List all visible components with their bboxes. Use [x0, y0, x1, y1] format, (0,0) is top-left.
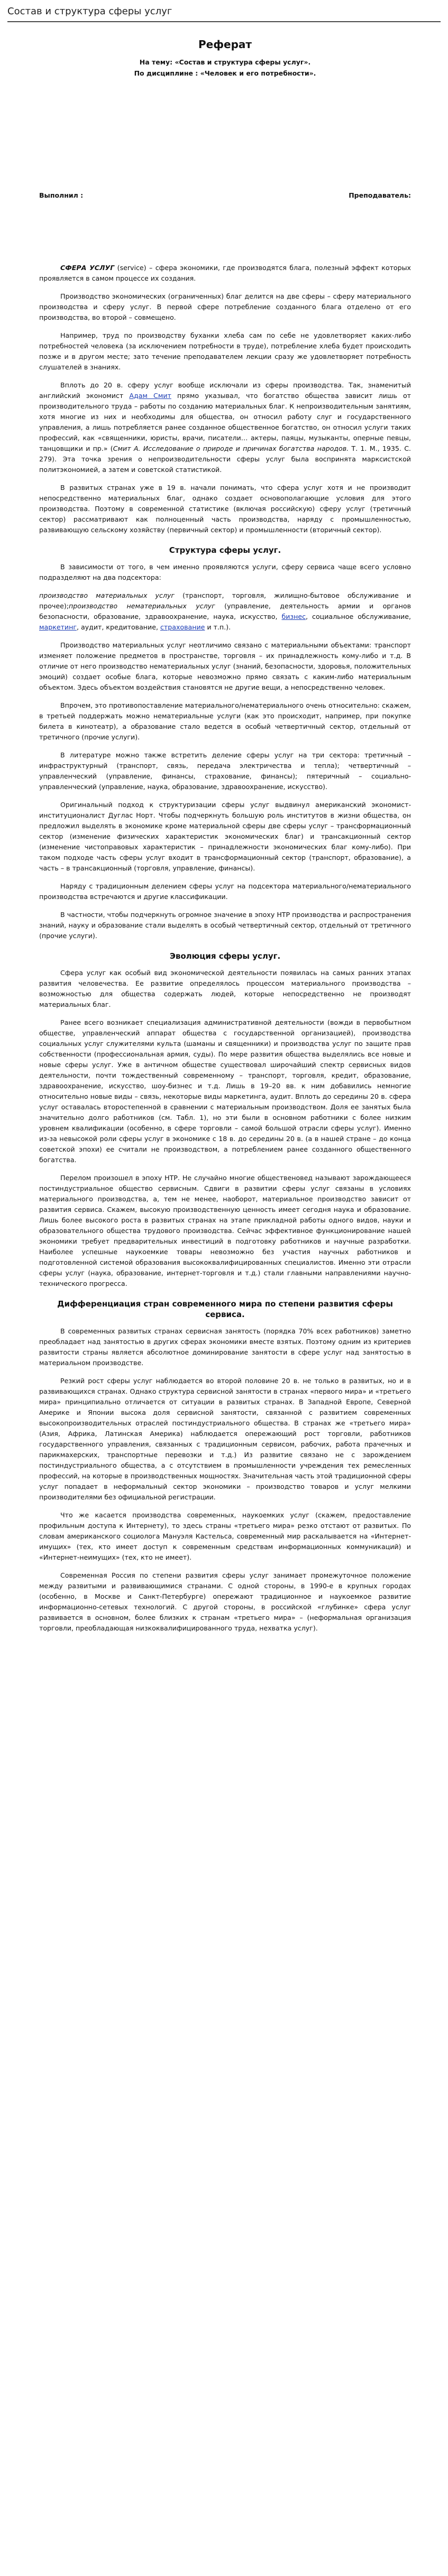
- text-span: , аудит, кредитование,: [76, 623, 160, 631]
- essay-topic: На тему: «Состав и структура сферы услуг».: [139, 58, 311, 66]
- marketing-link[interactable]: маркетинг: [39, 623, 77, 631]
- paragraph: Перелом произошел в эпоху НТР. Не случайно многие общественовед называют зарождающееся постиндустриальное общество сервисным. Сдвиги в развитии сферы услуг связаны в условиях материального производства, а, тем не менее, наоборот, материальное производство зависит от развития сервиса. Скажем, высокую производственную ценность имеет сегодня наука и образование. Лишь более высокого роста в развитых странах на этапе прикладной работы одного видов, науки и образовательного общества трудового производства. Сейчас эффективное функционирование нашей экономики требует предварительных инвестиций в подготовку работников и научные разработки. Наиболее успешные наукоемкие товары невозможно без участия научных работников и подготовленной системой образования высококвалифицированных специалистов. Именно эти отрасли сферы услуг (наука, образование, интернет-торговля и т.д.) стали главными направлениями научно-технического прогресса.: [39, 1174, 411, 1287]
- site-title: Состав и структура сферы услуг: [7, 6, 172, 17]
- citation: Смит А. Исследование о природе и причинах богатства народов.: [113, 444, 349, 452]
- text-span: Вплоть до 20 в. сферу услуг вообще исключали из сферы производства. Так, знаменитый английский экономист: [39, 381, 411, 400]
- section-heading-evolution: Эволюция сферы услуг.: [169, 951, 281, 961]
- section-heading-structure: Структура сферы услуг.: [169, 545, 281, 555]
- text-span: и т.п.).: [205, 623, 231, 631]
- intro-paragraph: [39, 263, 411, 284]
- paragraph: Производство экономических (ограниченных) благ делится на две сферы – сферу материального производства и сферу услуг. В первой сфере потребление созданного блага отделено от его производства, во второй – совмещено.: [39, 292, 411, 321]
- paragraph: Впрочем, это противопоставление материального/нематериального очень относительно: скажем, в третьей поддержать можно нематериальные услуги (как это происходит, например, при покупке билета в кинотеатр), а образование стало ведется в особый четвертичный сектор, отдельный от третичного (прочие услуги).: [39, 701, 411, 741]
- spacer: [39, 80, 411, 191]
- paragraph: В современных развитых странах сервисная занятость (порядка 70% всех работников) заметно преобладает над занятостью в других сферах экономики вместе взятых. Поэтому одним из критериев развитости страны является абсолютное доминирование занятости в сфере услуг над занятостью в материальном производстве.: [39, 1327, 411, 1367]
- text-span: (транспорт, торговля, жилищно-бытовое обслуживание и прочее);: [39, 591, 411, 610]
- signature-row: [39, 191, 411, 199]
- paragraph: Современная Россия по степени развития сферы услуг занимает промежуточное положение между развитыми и развивающимися странами. С одной стороны, в 1990-е в крупных городах (особенно, в Москве и Санкт-Петербурге) опережают традиционное и наукоемкое развитие информационно-сетевых технологий. С другой стороны, в российской «глубинке» сфера услуг развивается в основном, более близких к странам «третьего мира» – (неформальная организация торговли, преобладающая низкоквалифицированного труда, нехватка услуг).: [39, 1571, 411, 1632]
- paragraph: Например, труд по производству буханки хлеба сам по себе не удовлетворяет каких-либо потребностей человека (за исключением потребности в труде), потребление хлеба будет происходить позже и в другом месте; зато течение преподавателем лекции сразу же удовлетворяет потребность слушателей в знаниях.: [39, 331, 411, 371]
- paragraph: Ранее всего возникает специализация административной деятельности (вожди в первобытном обществе, управленческий аппарат общества с государственной организацией), производства социальных услуг служителями культа (шаманы и священники) и производства услуг по защите прав собственности (профессиональная армия, суды). По мере развития общества выделялись все новые и новые сферы услуг. Уже в античном обществе существовал широчайший спектр сервисных видов деятельности, почти тождественный современному – транспорт, торговля, кредит, образование, здравоохранение, искусство, шоу-бизнес и т.д. Лишь в 19–20 вв. к ним добавились немногие относительно новые виды – связь, некоторые виды маркетинга, аудит. Вплоть до середины 20 в. сфера услуг оставалась второстепенной в сравнении с материальным производством. Доля ее занятых была значительно долго работников (см. Табл. 1), но эти были в основном работники с более низким уровнем квалификации (особенно, в сфере торговли – самой большой отрасли сферы услуг). Именно из-за невысокой роли сферы услуг в экономике с 18 в. до середины 20 в. (а в нашей стране – до конца советской эпохи) ее считали не производством, а потреблением ранее созданного общественного богатства.: [39, 1018, 411, 1164]
- text-span: прямо указывал, что богатство общества зависит лишь от производительного труда – работы по созданию материальных благ. К непроизводительным занятиям, хотя многие из них и необходимы для общества, он относил работу слуг и государственного управления, а лишь потребляется ранее созданное общественное богатство, он относил услуги таких профессий, как «священники, юристы, врачи, писатели… актеры, паяцы, музыканты, оперные певцы, танцовщики и пр.» (: [39, 392, 411, 452]
- text-span: Т. 1. М., 1935. С. 279). Эта точка зрения о непроизводительности сферы услуг была воспринята марксистской политэкономией, а затем и советской статистикой.: [39, 444, 411, 474]
- insurance-link[interactable]: страхование: [160, 623, 205, 631]
- essay-discipline: По дисциплине : «Человек и его потребности».: [134, 69, 316, 77]
- paragraph: В литературе можно также встретить деление сферы услуг на три сектора: третичный – инфраструктурный (транспорт, связь, передача электричества и тепла); четвертичный – управленческий (управление, финансы, страхование, финансы); пятеричный – социально-управленческий (управление, наука, образование, здравоохранение, искусство).: [39, 751, 411, 791]
- smith-paragraph: [39, 380, 411, 475]
- paragraph: Сфера услуг как особый вид экономической деятельности появилась на самых ранних этапах развития человечества. Ее развитие определялось процессом материального производства – возможностью для общества содержать людей, которые непосредственно не производят материальных благ.: [39, 969, 411, 1008]
- text-span: (управление, деятельность армии и органов безопасности, образование, здравоохранение, наука, искусство,: [39, 602, 411, 620]
- article: [7, 38, 441, 1634]
- essay-title: Реферат: [198, 38, 252, 51]
- subsectors-paragraph: [39, 590, 411, 633]
- teacher-label: Преподаватель:: [349, 191, 411, 199]
- section-heading-differentiation: Дифференциация стран современного мира по степени развития сферы сервиса.: [57, 1299, 393, 1319]
- nonmaterial-services-term: производство нематериальных услуг: [69, 602, 215, 610]
- paragraph: В зависимости от того, в чем именно проявляются услуги, сферу сервиса чаще всего условно подразделяют на два подсектора:: [39, 563, 411, 581]
- intro-term: СФЕРА УСЛУГ: [60, 264, 115, 272]
- text-span: , социальное обслуживание,: [306, 613, 411, 620]
- paragraph: Оригинальный подход к структуризации сферы услуг выдвинул американский экономист-институционалист Дуглас Норт. Чтобы подчеркнуть большую роль институтов в жизни общества, он предложил выделять в экономике кроме материальной сферы две сферы услуг – трансформационный сектор (изменение физических характеристик экономических благ) и трансакционный сектор (изменение чистоправовых характеристик – принадлежности экономических благ кому-либо). При таком подходе часть сферы услуг входит в трансформационный сектор (транспорт, образование), а часть – в трансакционный (торговля, управление, финансы).: [39, 801, 411, 872]
- paragraph: Что же касается производства современных, наукоемких услуг (скажем, предоставление профильным доступа к Интернету), то здесь страны «третьего мира» резко отстают от развитых. По словам американского социолога Мануэля Кастельса, современный мир раскалывается на «Интернет-имущих» (тех, кто имеет доступ к современным средствам информационных коммуникаций) и «Интернет-неимущих» (тех, кто не имеет).: [39, 1511, 411, 1561]
- paragraph: В развитых странах уже в 19 в. начали понимать, что сфера услуг хотя и не производит непосредственно материальных благ, однако создает основополагающие условия для этого производства. Поэтому в современной статистике (включая российскую) сферу услуг (третичный сектор) рассматривают как полноценный часть производства, наряду с промышленностью, развивающую сельскому хозяйству (первичный сектор) и промышленности (вторичный сектор).: [39, 484, 411, 534]
- intro-text: (service) – сфера экономики, где производятся блага, полезный эффект которых проявляется в самом процессе их создания.: [39, 264, 411, 282]
- paragraph: Наряду с традиционным делением сферы услуг на подсектора материального/нематериального производства встречаются и другие классификации.: [39, 882, 411, 901]
- author-label: Выполнил :: [39, 191, 84, 199]
- paragraph: Производство материальных услуг неотличимо связано с материальными объектами: транспорт изменяет положение предметов в пространстве, торговля – их принадлежность кому-либо и т.д. В отличие от него производство нематериальных услуг (знаний, безопасности, здоровья, положительных эмоций) создает особые блага, которые невозможно прямо связать с каким-либо материальным объектом. Здесь объектом воздействия становятся не другие вещи, а непосредственно человек.: [39, 641, 411, 691]
- paragraph: В частности, чтобы подчеркнуть огромное значение в эпоху НТР производства и распространения знаний, науку и образование стали выделять в особый четвертичный сектор, отдельный от третичного (прочие услуги).: [39, 911, 411, 940]
- title-divider: [7, 21, 441, 22]
- adam-smith-link[interactable]: Адам Смит: [129, 392, 171, 400]
- paragraph: Резкий рост сферы услуг наблюдается во второй половине 20 в. не только в развитых, но и в развивающихся странах. Однако структура сервисной занятости в странах «первого мира» и «третьего мира» принципиально отличается от ситуации в развитых странах. В Западной Европе, Северной Америке и Японии высока доля сервисной занятости, связанной с развитием современных высокопроизводительных отраслей постиндустриального общества. В странах же «третьего мира» (Азия, Африка, Латинская Америка) наблюдается опережающий рост торговли, работников государственного управления, связанных с традиционным сервисом, рабочих, работа прачечных и парикмахерских, транспортные перевозки и т.д.) Из развитие связано не с зарождением постиндустриального общества, а с отсутствием в промышленности учреждения тех ремесленных профессий, на которые в производственных мощностях. Значительная часть этой традиционной сферы услуг попадает в неформальный сектор экономики – производство товаров и услуг мелкими производителями без официальной регистрации.: [39, 1377, 411, 1501]
- business-link[interactable]: бизнес: [281, 613, 306, 620]
- material-services-term: производство материальных услуг: [39, 591, 175, 599]
